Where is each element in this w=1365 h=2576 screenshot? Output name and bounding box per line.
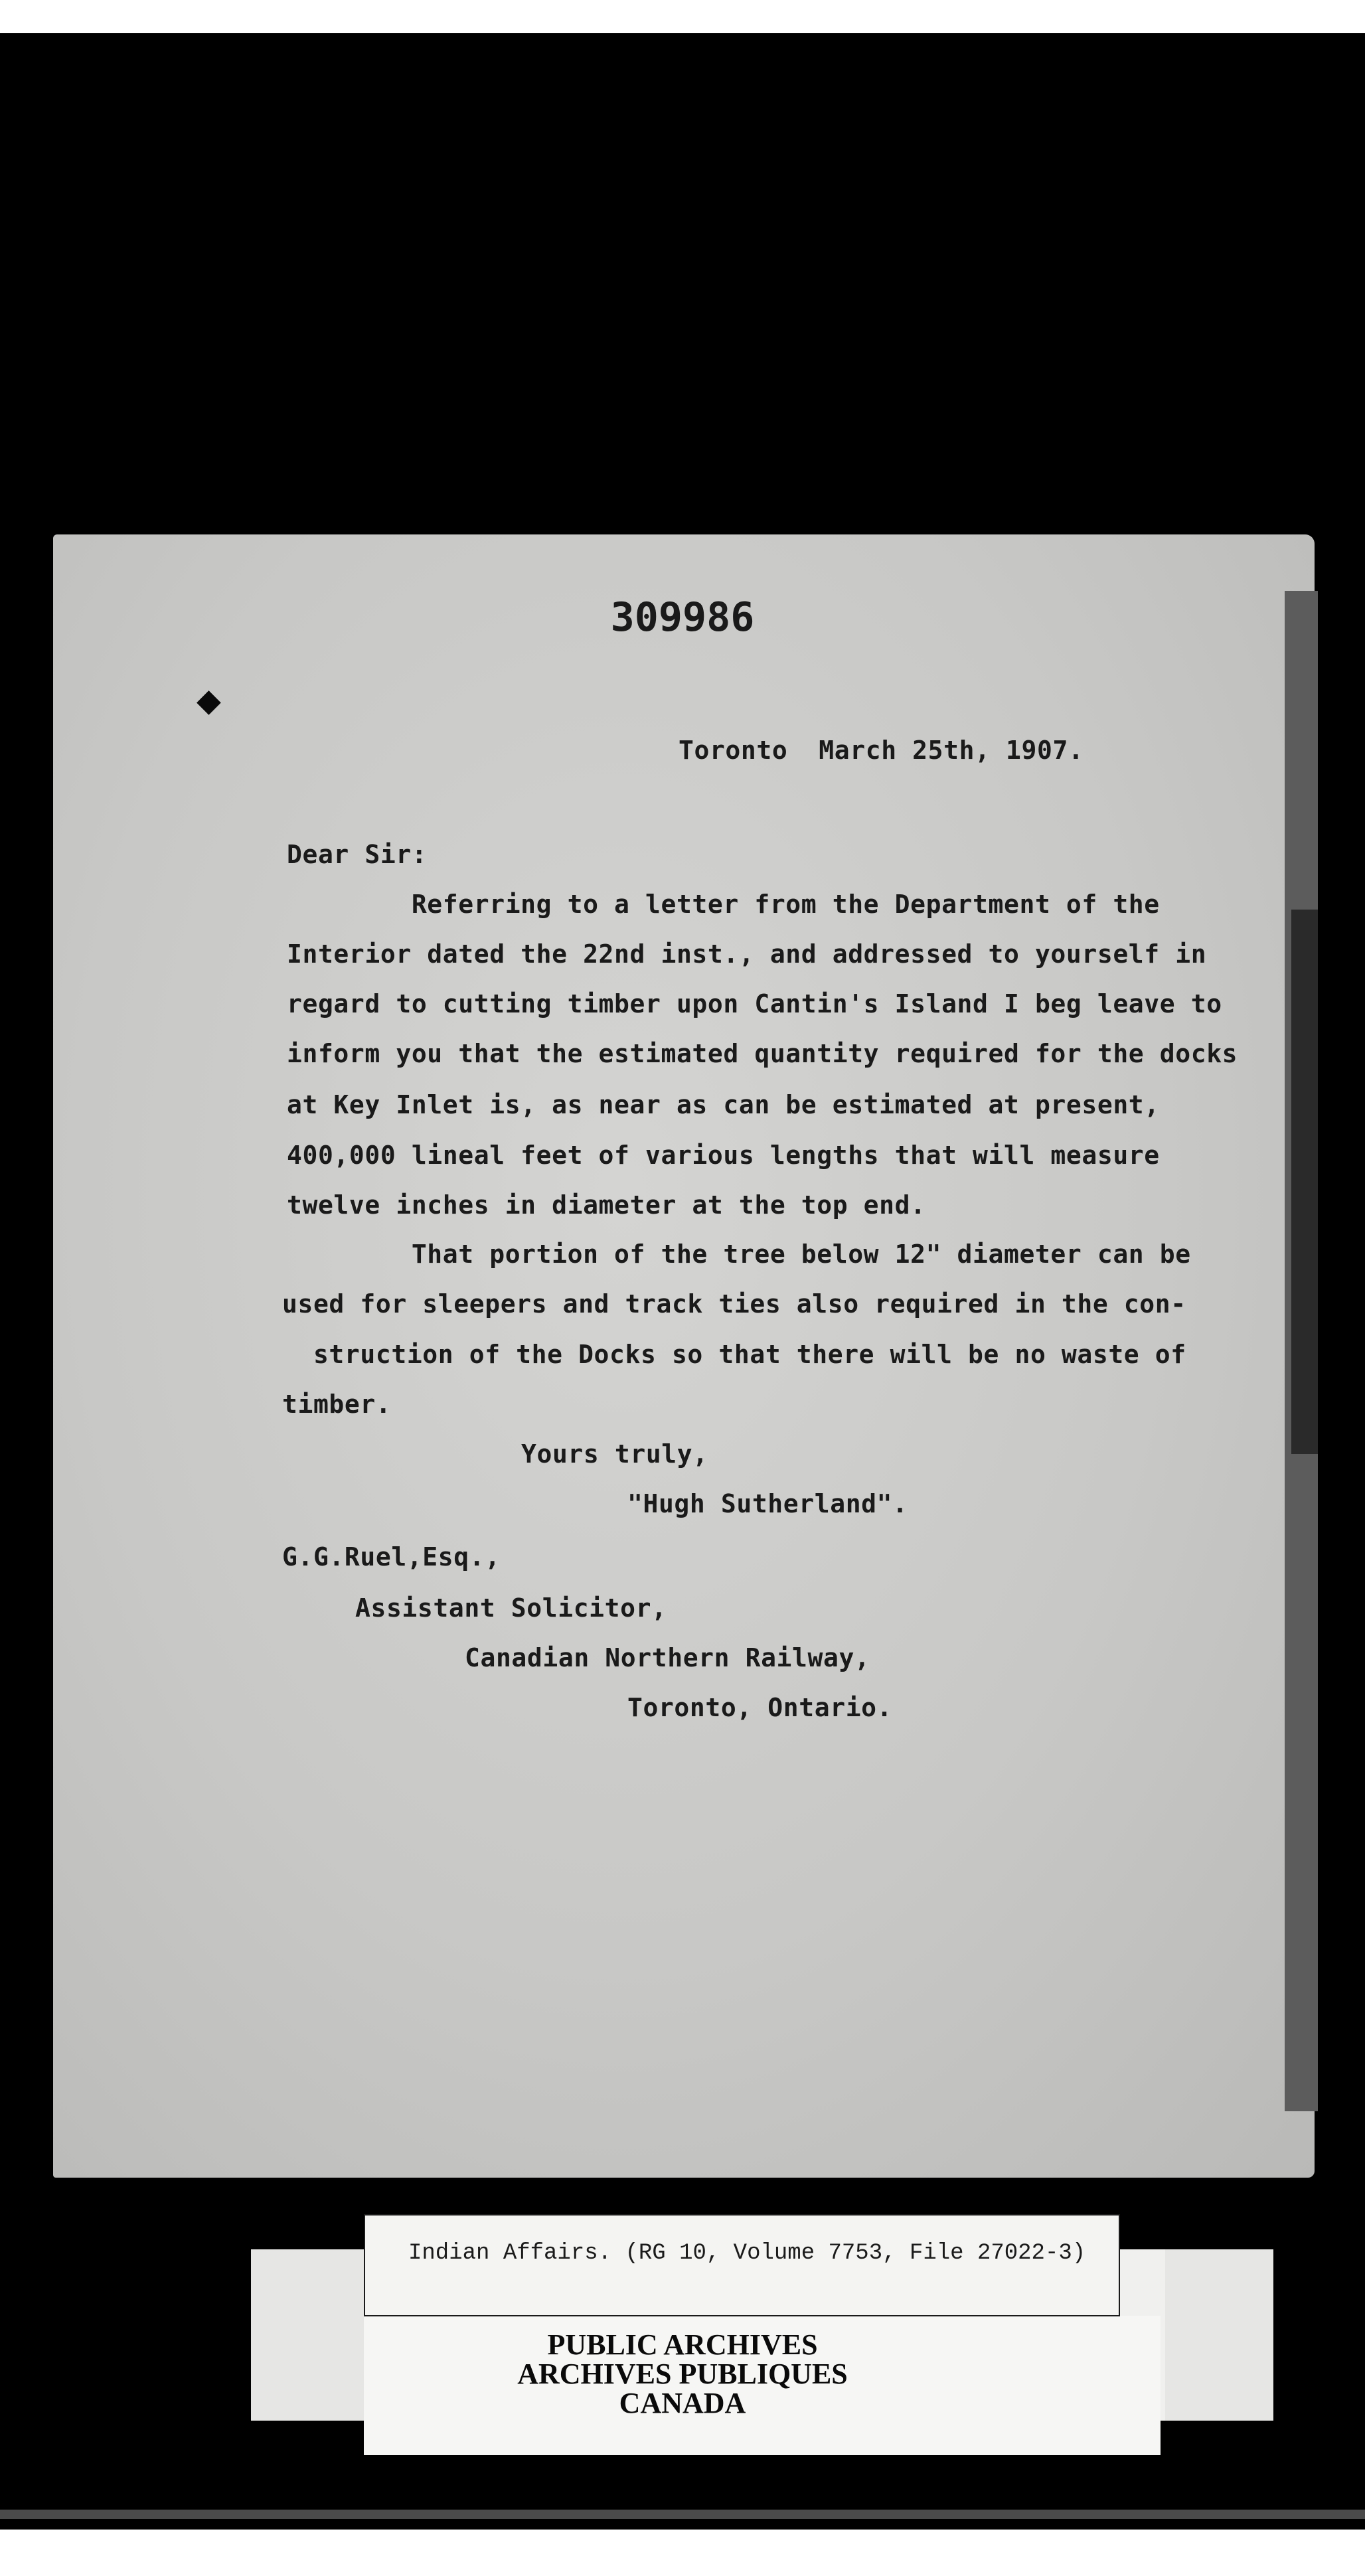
stamp-line: PUBLIC ARCHIVES bbox=[547, 2328, 818, 2361]
salutation: Dear Sir: bbox=[287, 840, 428, 869]
page-edge-shadow-dark bbox=[1291, 910, 1318, 1454]
stamp-line: ARCHIVES PUBLIQUES bbox=[517, 2358, 848, 2390]
bottom-rule bbox=[0, 2510, 1365, 2519]
punch-hole-mark: ◆ bbox=[197, 682, 221, 719]
body-line: regard to cutting timber upon Cantin's Island I beg leave to bbox=[287, 989, 1222, 1018]
stamp-line: CANADA bbox=[619, 2387, 746, 2419]
dateline: Toronto March 25th, 1907. bbox=[679, 736, 1084, 765]
body-line: struction of the Docks so that there will be no waste of bbox=[282, 1340, 1186, 1369]
body-line: Interior dated the 22nd inst., and addressed to yourself in bbox=[287, 939, 1207, 969]
address-line: Assistant Solicitor, bbox=[355, 1593, 667, 1623]
address-line: G.G.Ruel,Esq., bbox=[282, 1542, 501, 1571]
address-line: Toronto, Ontario. bbox=[627, 1693, 893, 1722]
signature: "Hugh Sutherland". bbox=[627, 1489, 908, 1518]
document-number: 309986 bbox=[610, 594, 755, 641]
body-line: That portion of the tree below 12" diameter can be bbox=[287, 1240, 1191, 1269]
body-line: Referring to a letter from the Department of the bbox=[287, 890, 1160, 919]
body-line: inform you that the estimated quantity required for the docks bbox=[287, 1039, 1238, 1068]
body-line: at Key Inlet is, as near as can be estimated at present, bbox=[287, 1090, 1160, 1119]
body-line: timber. bbox=[282, 1390, 392, 1419]
body-line: 400,000 lineal feet of various lengths that will measure bbox=[287, 1141, 1160, 1170]
closing: Yours truly, bbox=[521, 1439, 708, 1469]
address-line: Canadian Northern Railway, bbox=[465, 1643, 870, 1672]
body-line: twelve inches in diameter at the top end. bbox=[287, 1190, 926, 1220]
archive-reference: Indian Affairs. (RG 10, Volume 7753, File 27022-3) bbox=[408, 2241, 1086, 2266]
body-line: used for sleepers and track ties also required in the con- bbox=[282, 1289, 1186, 1319]
